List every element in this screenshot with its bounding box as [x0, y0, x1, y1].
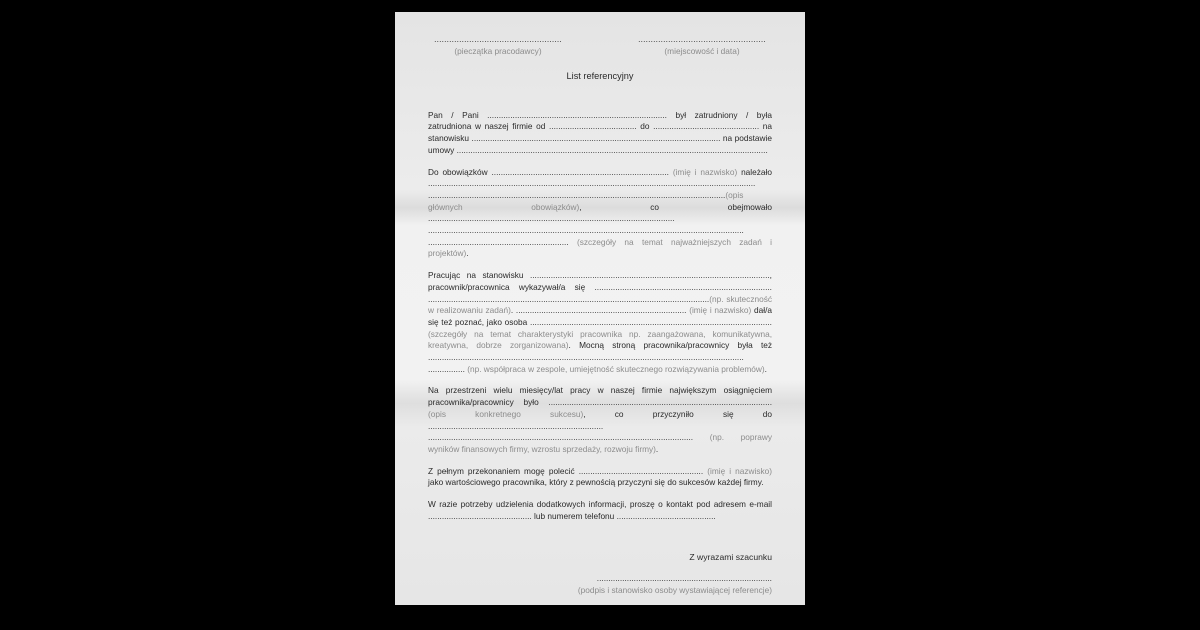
- signature-label: (podpis i stanowisko osoby wystawiającej referencje): [577, 584, 772, 595]
- header-row: [428, 34, 772, 58]
- skills-text-c: . ..........................................................................: [510, 305, 687, 316]
- closing-phrase: Z wyrazami szacunku: [689, 551, 772, 562]
- skills-hint-strength: (np. współpraca w zespole, umiejętność skutecznego rozwiązywania problemów): [467, 363, 765, 374]
- contact-text: W razie potrzeby udzielenia dodatkowych informacji, proszę o kontakt pod adresem e-mail ............................................. lub numerem telefonu ...........................................: [428, 499, 772, 521]
- document-title: List referencyjny: [566, 71, 634, 81]
- stamp-label: (pieczątka pracodawcy): [454, 45, 542, 56]
- paragraph-skills: [428, 270, 772, 375]
- place-date-block: [632, 34, 772, 58]
- paragraph-employment: [428, 110, 772, 157]
- duties-hint-details: (szczegóły na temat najważniejszych zadań i projektów): [428, 236, 772, 259]
- skills-text-e: dał/a się też poznać, jako osoba .........................................................................................................: [428, 305, 772, 327]
- achievement-hint-impact: (np. poprawy wyników finansowych firmy, wzrostu sprzedaży, rozwoju firmy): [428, 432, 772, 454]
- duties-text-g: .: [466, 248, 469, 259]
- signature-dots: ............................................................................: [596, 573, 772, 584]
- achievement-text-c: , co przyczyniło się do ............................................................................ ...................................................................................................................: [428, 408, 772, 443]
- duties-text-a: Do obowiązków .............................................................................: [428, 166, 669, 177]
- duties-hint-main: (opis głównych obowiązków): [428, 189, 744, 212]
- duties-text-c: należało .............................................................................................................................................. .................................................................................................................................: [428, 166, 772, 200]
- employment-text: Pan / Pani .............................................................................. był zatrudniony / była zatrudniona w naszej firmie od ...................................... do .............................................. na stanowisku ............................................................................................................ na podstawie umowy .......................................................................................................................................: [428, 109, 772, 155]
- stamp-dots: ...................................................: [434, 34, 562, 44]
- paragraph-achievement: [428, 385, 772, 455]
- achievement-text-a: Na przestrzeni wielu miesięcy/lat pracy w naszej firmie największym osiągnięciem pracownika/pracownicy było .................................................................................................: [428, 385, 772, 408]
- stamp-block: [428, 34, 568, 58]
- place-dots: ...................................................: [638, 34, 766, 44]
- signature-block: [428, 573, 772, 596]
- paragraph-recommendation: [428, 466, 772, 489]
- duties-hint-name: (imię i nazwisko): [672, 166, 738, 177]
- skills-hint-name: (imię i nazwisko): [689, 305, 752, 316]
- recommendation-text-a: Z pełnym przekonaniem mogę polecić ......................................................: [428, 465, 704, 476]
- place-date-label: (miejscowość i data): [664, 45, 740, 56]
- recommendation-hint-name: (imię i nazwisko): [707, 465, 772, 476]
- document-page: [395, 12, 805, 605]
- achievement-hint-success: (opis konkretnego sukcesu): [428, 408, 584, 419]
- paragraph-contact: [428, 499, 772, 522]
- achievement-text-e: .: [655, 443, 659, 454]
- paragraph-duties: [428, 167, 772, 261]
- skills-text-i: .: [764, 363, 767, 374]
- skills-text-a: Pracując na stanowisku ........................................................................................................, pracownik/pracownica wykazywał/a się ............................................................................. ..........................................................................................................................: [428, 270, 772, 304]
- skills-hint-effectiveness: (np. skuteczność w realizowaniu zadań): [428, 293, 772, 316]
- skills-text-g: . Mocną stroną pracownika/pracownicy była też ......................................................................................................................................... ................: [428, 340, 773, 374]
- duties-text-e: , co obejmowało ........................................................................................................... ......................................................................................................................................... .............................................................: [428, 201, 772, 247]
- recommendation-text-c: jako wartościowego pracownika, który z pewnością przyczyni się do sukcesów każdej firmy.: [428, 477, 764, 488]
- skills-hint-character: (szczegóły na temat charakterystyki pracownika np. zaangażowana, komunikatywna, kreatywna, dobrze zorganizowana): [428, 328, 772, 351]
